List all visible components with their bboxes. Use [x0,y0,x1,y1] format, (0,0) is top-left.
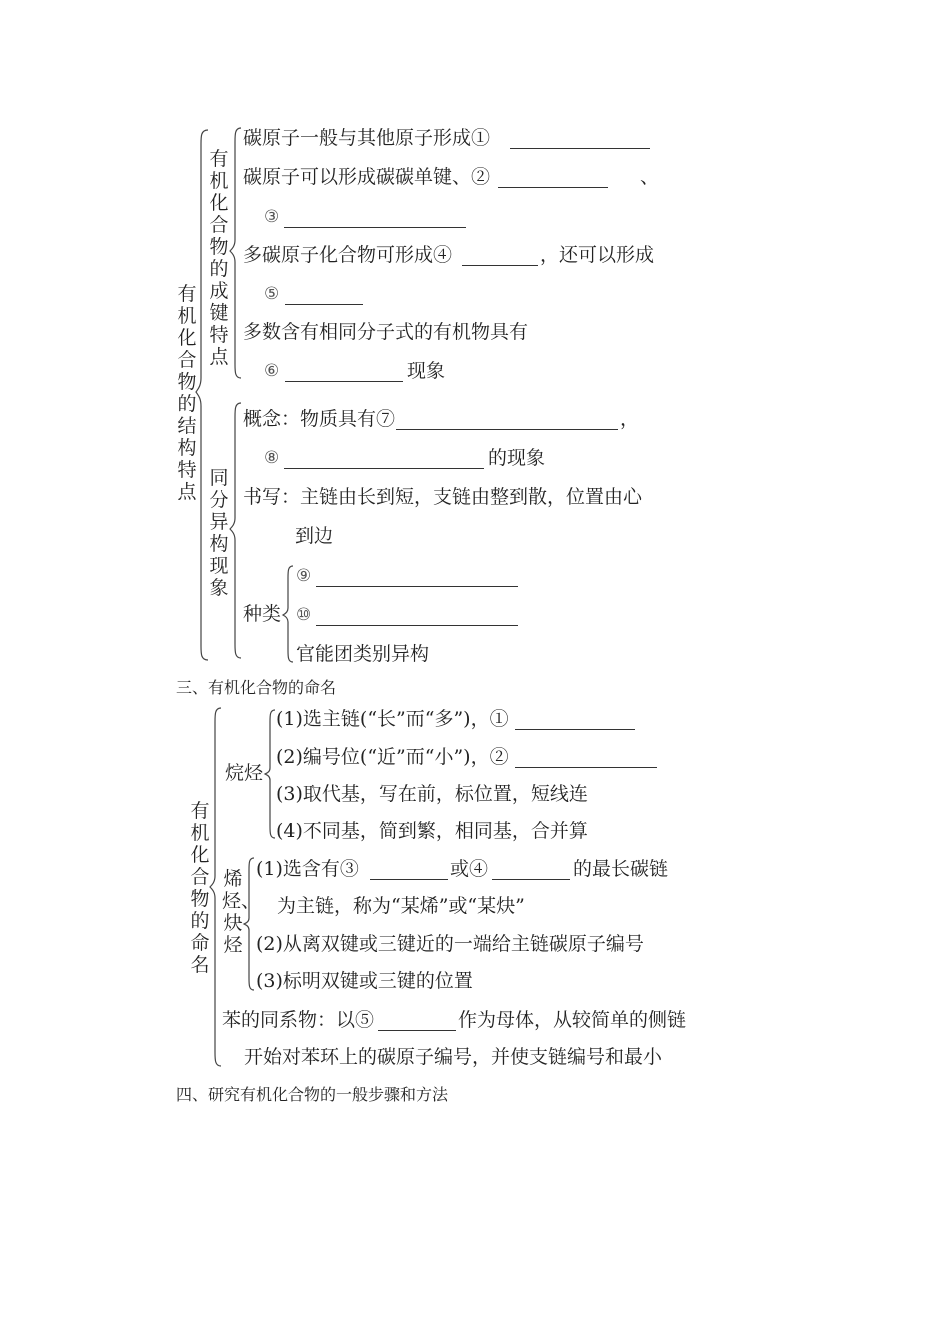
blank-6[interactable] [285,381,403,382]
naming-blank-5[interactable] [378,1030,456,1031]
isomer-writing-cont: 到边 [295,525,334,547]
root-label-structure: 有机化合物的结构特点 [177,283,197,503]
alkane-rule-4: (4)不同基，简到繁，相同基，合并算 [276,820,588,842]
isomer-writing: 书写：主链由长到短，支链由整到散，位置由心 [243,486,643,508]
root-label-naming: 有机化合物的命名 [190,800,210,976]
alkane-rule-3: (3)取代基，写在前，标位置，短线连 [276,783,588,805]
blank-10[interactable] [316,625,518,626]
bonding-line-4b: ，还可以形成 [540,244,655,266]
alkene-rule-1b: 或④ [450,858,489,880]
blank-7[interactable] [396,429,618,430]
benzene-rule-b: 作为母体，从较简单的侧链 [458,1009,687,1031]
bonding-line-7: 现象 [407,360,446,382]
naming-blank-2[interactable] [515,767,657,768]
blank-1[interactable] [510,148,650,149]
alkane-rule-2: (2)编号位(“近”而“小”)，② [276,746,509,768]
label-isomerism: 同分异构现象 [209,467,229,599]
bonding-comma: 、 [640,166,660,188]
brace-isomerism [231,403,243,658]
isomer-comma: ， [620,408,640,430]
alkene-rule-2: (2)从离双键或三键近的一端给主链碳原子编号 [256,933,644,955]
alkane-rule-1: (1)选主链(“长”而“多”)，① [276,708,509,730]
blank-3[interactable] [284,227,466,228]
brace-alkene [244,858,256,990]
isomer-concept: 概念：物质具有⑦ [243,408,396,430]
section3-heading: 三、有机化合物的命名 [176,678,337,697]
circled-8: ⑧ [264,448,280,468]
brace-bonding [231,128,243,378]
naming-blank-4[interactable] [492,879,570,880]
bonding-line-4: 多碳原子化合物可形成④ [243,244,453,266]
isomer-concept-end: 的现象 [488,447,546,469]
brace-types [283,566,295,662]
isomer-types-label: 种类 [243,603,282,625]
isomer-functional: 官能团类别异构 [296,643,430,665]
label-alkene: 烯烃、炔烃 [222,868,261,956]
bonding-line-2: 碳原子可以形成碳碳单键、② [243,166,491,188]
blank-4[interactable] [462,265,538,266]
bonding-line-1: 碳原子一般与其他原子形成① [243,127,491,149]
circled-10: ⑩ [296,605,312,625]
label-bonding: 有机化合物的成键特点 [209,148,229,368]
naming-blank-1[interactable] [515,729,635,730]
circled-5: ⑤ [264,284,280,304]
circled-6: ⑥ [264,361,280,381]
circled-9: ⑨ [296,566,312,586]
circled-3: ③ [264,207,280,227]
blank-9[interactable] [316,586,518,587]
alkene-rule-1: (1)选含有③ [256,858,359,880]
blank-2[interactable] [498,187,608,188]
naming-blank-3[interactable] [370,879,448,880]
benzene-rule-cont: 开始对苯环上的碳原子编号，并使支链编号和最小 [244,1046,663,1068]
section4-heading: 四、研究有机化合物的一般步骤和方法 [176,1085,449,1104]
label-alkane: 烷烃 [224,762,263,784]
alkene-rule-1-cont: 为主链，称为“某烯”或“某炔” [277,895,525,917]
blank-5[interactable] [285,304,363,305]
alkene-rule-1c: 的最长碳链 [573,858,669,880]
alkene-rule-3: (3)标明双键或三键的位置 [256,970,473,992]
blank-8[interactable] [284,468,484,469]
benzene-rule: 苯的同系物：以⑤ [222,1009,375,1031]
bonding-line-6: 多数含有相同分子式的有机物具有 [243,321,529,343]
